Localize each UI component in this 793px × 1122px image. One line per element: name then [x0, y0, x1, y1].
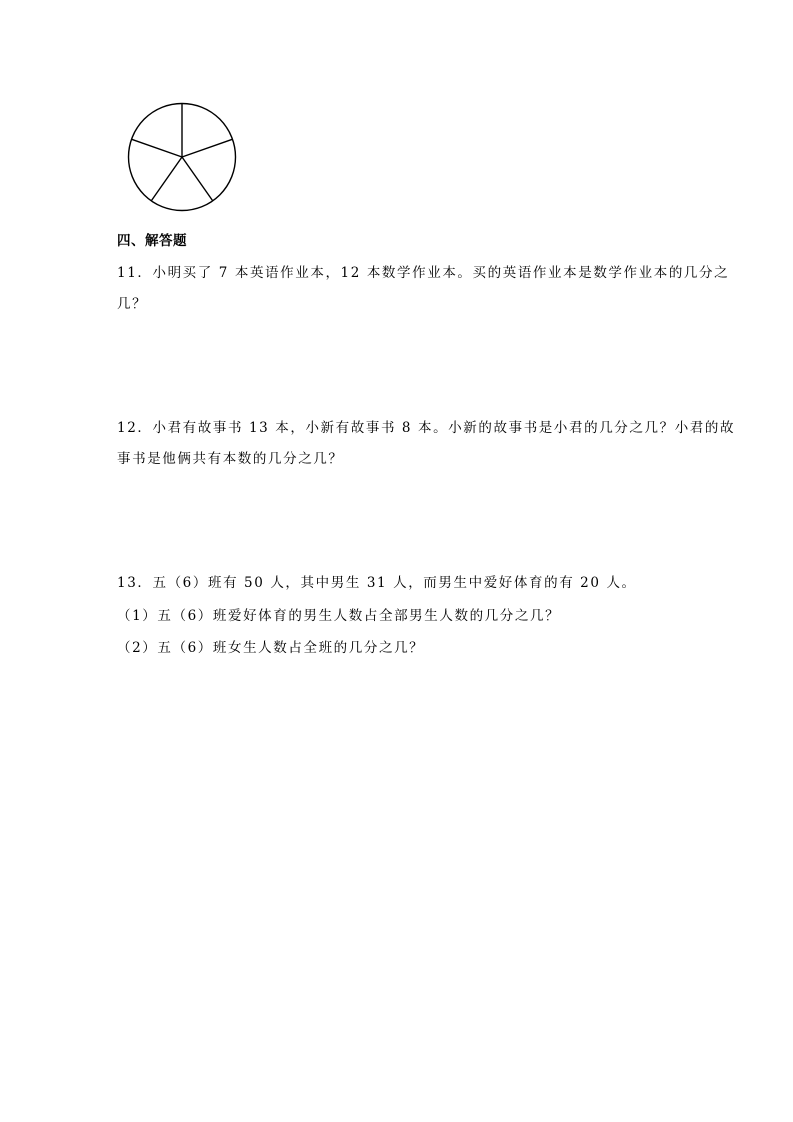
question-13-subquestion-2: （2）五（6）班女生人数占全班的几分之几？ — [117, 640, 425, 656]
sector-divider — [182, 139, 232, 157]
question-11-line-2: 几？ — [117, 296, 148, 312]
question-12-line-2: 事书是他俩共有本数的几分之几？ — [117, 451, 344, 467]
question-13-line-1: 13．五（6）班有 50 人，其中男生 31 人，而男生中爱好体育的有 20 人。 — [117, 575, 637, 591]
question-13-subquestion-1: （1）五（6）班爱好体育的男生人数占全部男生人数的几分之几？ — [117, 608, 561, 624]
sector-divider — [152, 157, 183, 201]
five-part-circle-figure — [126, 101, 238, 213]
question-11-line-1: 11．小明买了 7 本英语作业本，12 本数学作业本。买的英语作业本是数学作业本的几分之 — [117, 265, 730, 281]
sector-divider — [132, 139, 182, 157]
section-heading: 四、解答题 — [117, 233, 187, 249]
question-12-line-1: 12．小君有故事书 13 本，小新有故事书 8 本。小新的故事书是小君的几分之几？小君的故 — [117, 420, 736, 436]
sector-divider — [182, 157, 213, 201]
